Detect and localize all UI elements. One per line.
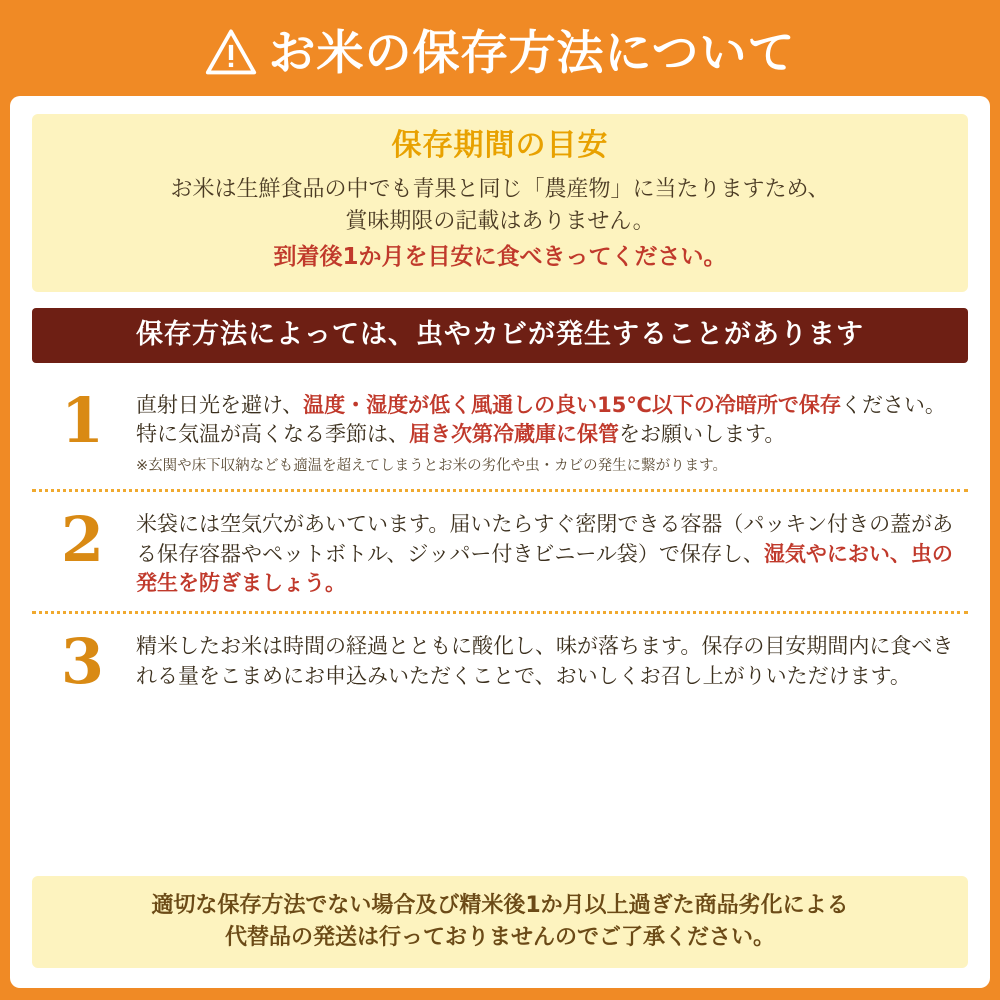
step-text-plain: 精米したお米は時間の経過とともに酸化し、味が落ちます。保存の目安期間内に食べきれる量をこまめにお申込みいただくことで、おいしくお召し上がりいただけます。	[136, 634, 954, 688]
step-body	[136, 504, 964, 599]
step-text-highlight: 湿気やにおい、虫の発生を防ぎましょう。	[136, 541, 953, 596]
step-text-highlight: 温度・湿度が低く風通しの良い15℃以下の冷暗所で保存	[303, 392, 841, 417]
warning-banner: 保存方法によっては、虫やカビが発生することがあります	[32, 308, 968, 362]
step-text-plain: 直射日光を避け、	[136, 392, 304, 417]
step-body	[136, 385, 964, 477]
storage-period-line2: 賞味期限の記載はありません。	[345, 208, 655, 234]
footer-note-line1: 適切な保存方法でない場合及び精米後1か月以上過ぎた商品劣化による	[151, 893, 849, 919]
list-item	[32, 489, 968, 611]
step-number: 3	[60, 625, 104, 699]
storage-period-line1: お米は生鮮食品の中でも青果と同じ「農産物」に当たりますため、	[170, 177, 830, 202]
storage-period-panel	[32, 114, 968, 292]
poster-header	[10, 10, 990, 96]
step-text-plain: ください。	[840, 392, 946, 417]
step-text-highlight: 届き次第冷蔵庫に保管	[409, 422, 619, 447]
step-text-plain: をお願いします。	[619, 422, 786, 447]
step-text-plain: 特に気温が高くなる季節は、	[136, 422, 409, 447]
content-card	[10, 96, 990, 988]
list-item	[32, 373, 968, 489]
step-text-plain: 米袋には空気穴があいています。届いたらすぐ密閉できる容器（パッキン付きの蓋がある保存容器やペットボトル、ジッパー付きビニール袋）で保存し、	[136, 511, 954, 566]
footer-note-panel	[32, 876, 968, 968]
storage-period-emphasis: 到着後1か月を目安に食べきってください。	[273, 243, 727, 270]
step-number: 2	[60, 502, 104, 576]
step-body	[136, 626, 964, 692]
warning-triangle-icon	[204, 26, 258, 80]
page-title: お米の保存方法について	[268, 25, 796, 81]
list-item	[32, 611, 968, 709]
steps-list	[32, 373, 968, 869]
storage-period-heading: 保存期間の目安	[391, 128, 609, 163]
step-note: ※玄関や床下収納なども適温を超えてしまうとお米の劣化や虫・カビの発生に繋がります。	[136, 458, 727, 475]
footer-note-line2: 代替品の発送は行っておりませんのでご了承ください。	[224, 925, 775, 951]
step-number: 1	[60, 383, 104, 457]
